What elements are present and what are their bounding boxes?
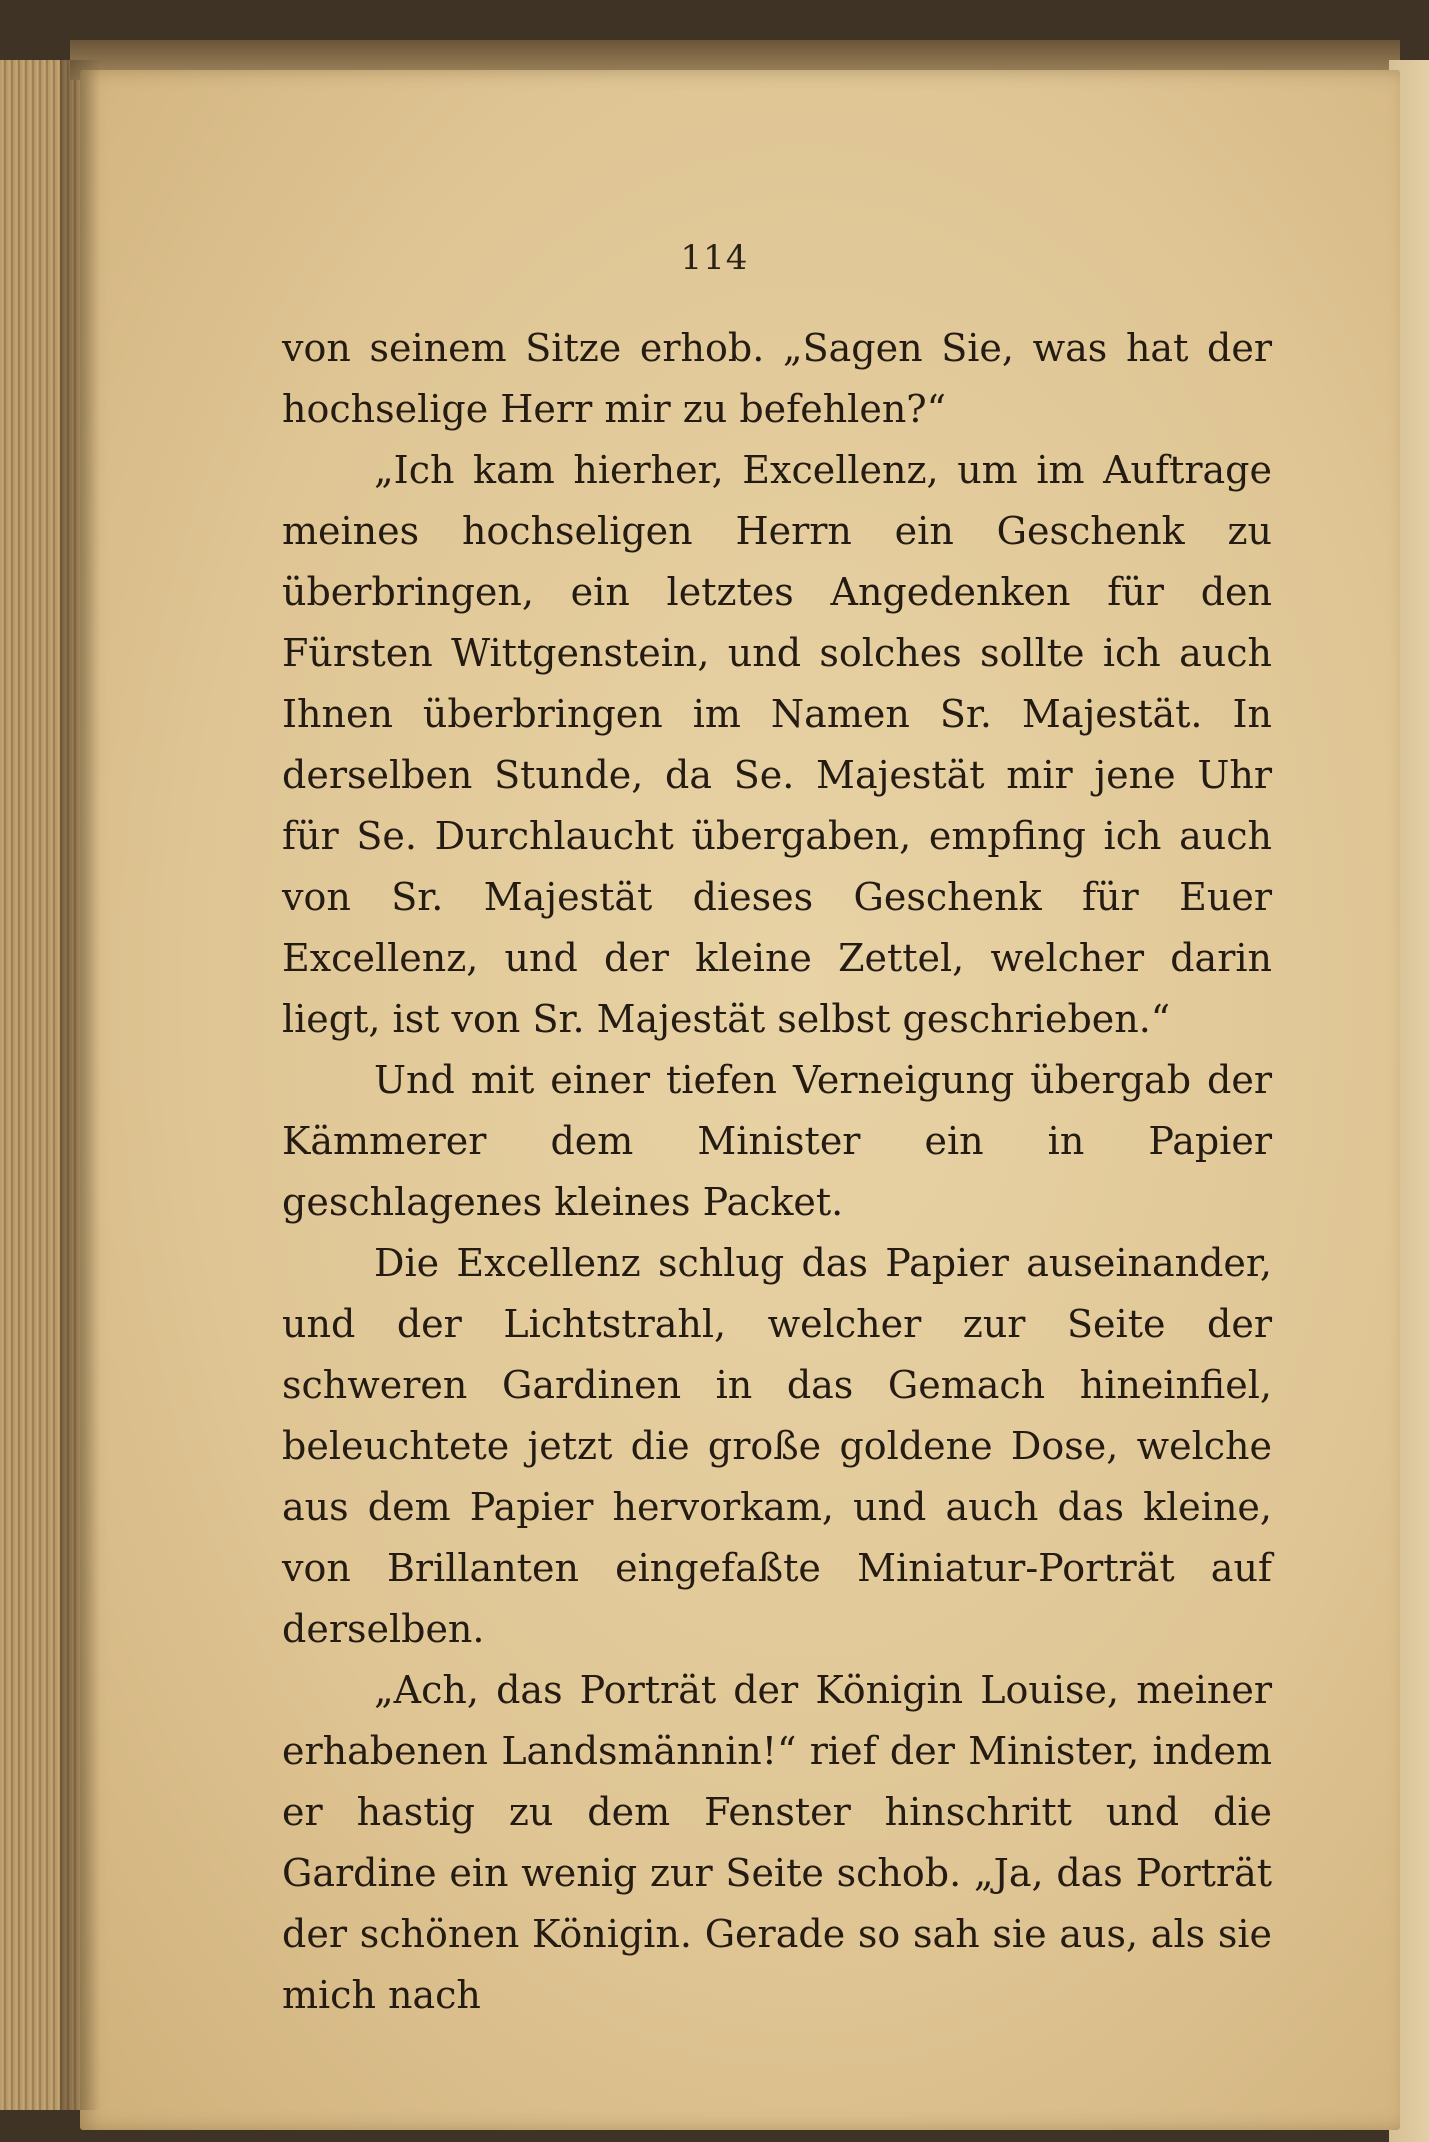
- paragraph: von seinem Sitze erhob. „Sagen Sie, was hat der hochselige Herr mir zu befehlen?“: [282, 326, 1272, 431]
- page-text: [282, 318, 1272, 2026]
- paragraph: Und mit einer tiefen Verneigung übergab der Kämmerer dem Minister ein in Papier geschlagenes kleines Packet.: [282, 1058, 1272, 1224]
- paragraph: „Ach, das Porträt der Königin Louise, meiner erhabenen Landsmännin!“ rief der Minister, indem er hastig zu dem Fenster hinschritt und die Gardine ein wenig zur Seite schob. „Ja, das Porträt der schönen Königin. Gerade so sah sie aus, als sie mich nach: [282, 1668, 1272, 2017]
- paragraph: „Ich kam hierher, Excellenz, um im Auftrage meines hochseligen Herrn ein Geschenk zu überbringen, ein letztes Angedenken für den Fürsten Wittgenstein, und solches sollte ich auch Ihnen überbringen im Namen Sr. Majestät. In derselben Stunde, da Se. Majestät mir jene Uhr für Se. Durchlaucht übergaben, empfing ich auch von Sr. Majestät dieses Geschenk für Euer Excellenz, und der kleine Zettel, welcher darin liegt, ist von Sr. Majestät selbst geschrieben.“: [282, 448, 1272, 1041]
- paragraph: Die Excellenz schlug das Papier auseinander, und der Lichtstrahl, welcher zur Seite der schweren Gardinen in das Gemach hineinfiel, beleuchtete jetzt die große goldene Dose, welche aus dem Papier hervorkam, und auch das kleine, von Brillanten eingefaßte Miniatur-Porträt auf derselben.: [282, 1241, 1272, 1651]
- page-number: 114: [680, 238, 749, 278]
- spine-shadow: [60, 60, 100, 2110]
